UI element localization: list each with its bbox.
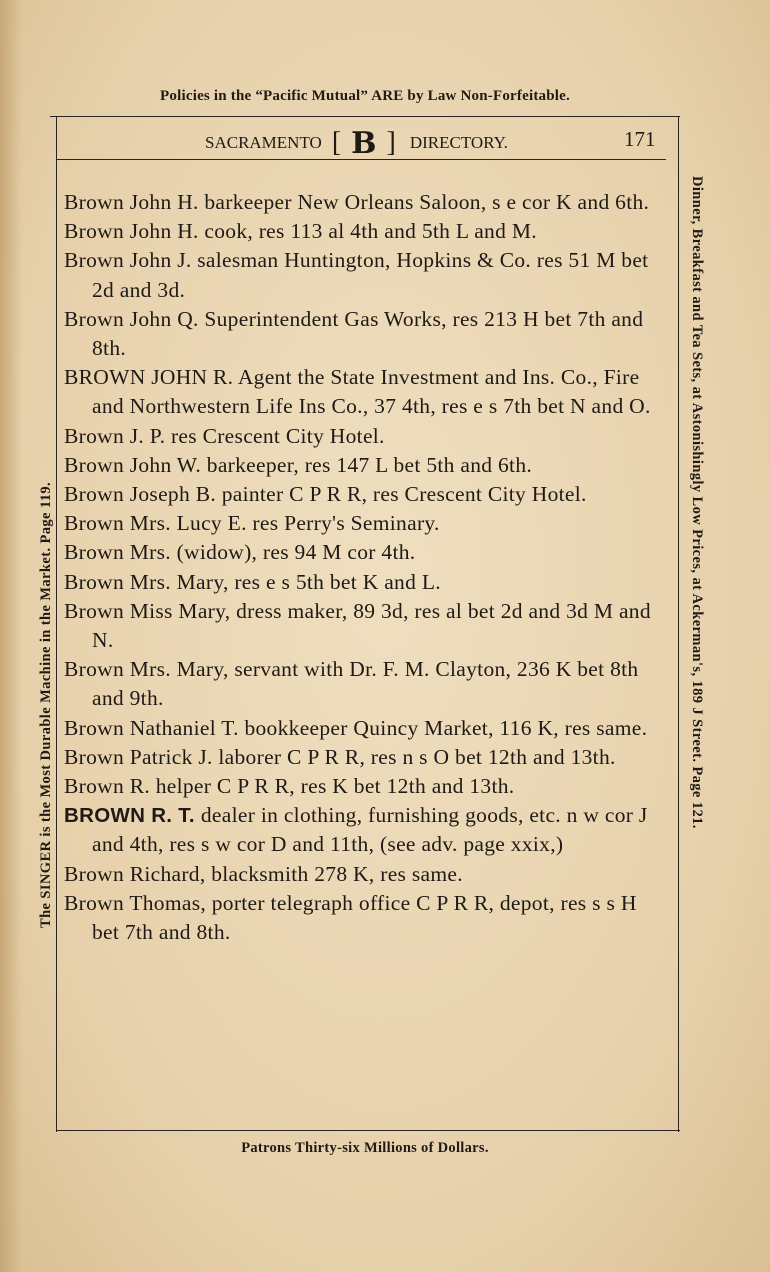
directory-entry: Brown Nathaniel T. bookkeeper Quincy Market, 116 K, res same. <box>64 715 648 740</box>
top-advert-banner: Policies in the “Pacific Mutual” ARE by Law Non-Forfeitable. <box>160 88 570 104</box>
running-head-city: SACRAMENTO <box>205 133 322 152</box>
directory-entry: Brown Mrs. Lucy E. res Perry's Seminary. <box>64 511 440 536</box>
featured-directory-entry <box>64 801 668 859</box>
directory-entry: Brown John W. barkeeper, res 147 L bet 5th and 6th. <box>64 452 533 477</box>
section-letter: B <box>351 125 377 161</box>
directory-entry: Brown R. helper C P R R, res K bet 12th and 13th. <box>64 774 515 799</box>
bracket-open: [ <box>331 127 342 158</box>
left-margin-advert: The SINGER is the Most Durable Machine in the Market. Page 119. <box>38 481 54 928</box>
directory-entry: Brown Mrs. Mary, servant with Dr. F. M. Clayton, 236 K bet 8th and 9th. <box>64 657 639 711</box>
bracket-close: ] <box>386 127 396 158</box>
directory-entry: BROWN JOHN R. Agent the State Investment and Ins. Co., Fire and Northwestern Life Ins Co., 37 4th, res e s 7th bet N and O. <box>64 365 651 419</box>
directory-entry: Brown John H. barkeeper New Orleans Saloon, s e cor K and 6th. <box>64 190 650 214</box>
directory-entry: Brown Patrick J. laborer C P R R, res n s O bet 12th and 13th. <box>64 744 616 769</box>
directory-entry: Brown John Q. Superintendent Gas Works, res 213 H bet 7th and 8th. <box>64 306 644 361</box>
directory-entry: Brown Mrs. (widow), res 94 M cor 4th. <box>64 540 416 565</box>
directory-entry: Brown Mrs. Mary, res e s 5th bet K and L. <box>64 569 441 594</box>
bottom-advert-banner: Patrons Thirty-six Millions of Dollars. <box>241 1140 489 1156</box>
page-edge-shadow <box>0 0 22 1272</box>
featured-entry-name: BROWN R. T. <box>64 804 195 828</box>
directory-entry: Brown Richard, blacksmith 278 K, res same. <box>64 861 463 886</box>
frame-right-rule <box>678 116 679 1132</box>
running-head <box>205 125 508 161</box>
featured-entry-text: dealer in clothing, furnishing goods, etc. n w cor J and 4th, res s w cor D and 11th, (see adv. page xxix,) <box>92 803 648 857</box>
directory-entries <box>64 188 668 947</box>
running-head-title: DIRECTORY. <box>409 133 508 152</box>
frame-left-rule <box>56 116 57 1132</box>
directory-entry: Brown John J. salesman Huntington, Hopkins & Co. res 51 M bet 2d and 3d. <box>64 248 649 302</box>
directory-entry: Brown Joseph B. painter C P R R, res Crescent City Hotel. <box>64 482 587 507</box>
directory-entry: Brown J. P. res Crescent City Hotel. <box>64 423 385 448</box>
right-margin-advert: Dinner, Breakfast and Tea Sets, at Astonishingly Low Prices, at Ackerman's, 189 J Street. Page 121. <box>689 176 705 829</box>
frame-bottom-rule <box>56 1130 680 1131</box>
directory-entry: Brown John H. cook, res 113 al 4th and 5th L and M. <box>64 219 537 244</box>
directory-entry: Brown Thomas, porter telegraph office C P R R, depot, res s s H bet 7th and 8th. <box>64 890 637 945</box>
frame-top-rule <box>50 116 680 117</box>
directory-entry: Brown Miss Mary, dress maker, 89 3d, res al bet 2d and 3d M and N. <box>64 598 651 653</box>
page-number: 171 <box>624 127 656 151</box>
